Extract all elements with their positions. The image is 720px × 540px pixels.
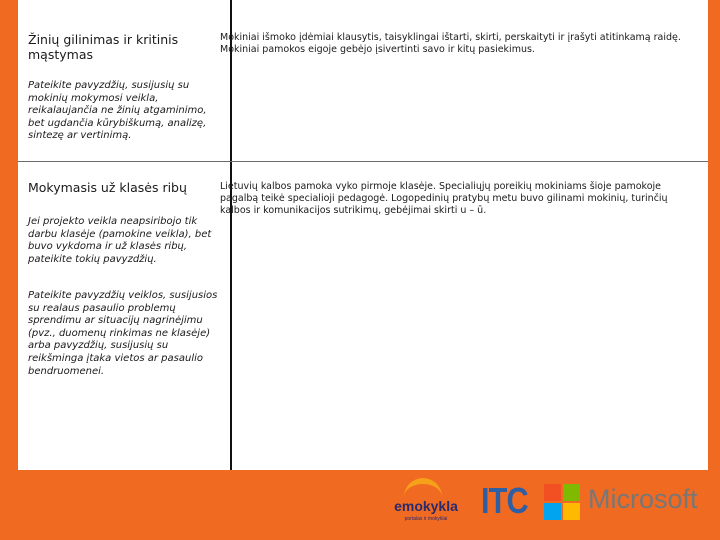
row2-answer: Lietuvių kalbos pamoka vyko pirmoje klasėje. Specialiųjų poreikių mokiniams šioje pamokoje pagalbą teikė specialioji pedagogė. Logopedinių pratybų metu buvo gilinami mokinių, turinčių kalbos ir komunikacijos sutrikimų, gebėjimai skirti u – ū. (220, 181, 668, 216)
ms-square-blue (544, 503, 561, 520)
row1-answer: Mokiniai išmoko įdėmiai klausytis, taisyklingai ištarti, skirti, perskaityti ir įrašyti atitinkamą raidę. Mokiniai pamokos eigoje gebėjo įsivertinti savo ir kitų pasiekimus. (220, 32, 681, 55)
itc-logo: ITC (481, 480, 528, 521)
column-divider (230, 0, 232, 470)
emokykla-logo (386, 478, 466, 528)
row1-heading: Žinių gilinimas ir kritinis mąstymas (28, 32, 179, 62)
emokykla-tagline: portalas ir mokyklai (404, 516, 448, 522)
ms-square-green (563, 484, 580, 501)
emokykla-wordmark: emokykla (394, 498, 458, 514)
row2-prompt-2: Pateikite pavyzdžių veiklos, susijusios su realaus pasaulio problemų sprendimu ar situacijų nagrinėjimu (pvz., duomenų rinkimas ne klasėje) arba pavyzdžių, susijusių su reikšminga įtaka vietos ar pasaulio bendruomenei. (28, 290, 218, 377)
row2-prompt-1: Jei projekto veikla neapsiribojo tik darbu klasėje (pamokine veikla), bet buvo vykdoma ir už klasės ribų, pateikite tokių pavyzdžių. (28, 216, 212, 265)
row-divider (18, 161, 708, 162)
row2-heading: Mokymasis už klasės ribų (28, 180, 187, 195)
ms-square-red (544, 484, 561, 501)
microsoft-windows-icon (544, 484, 580, 520)
row1-prompt: Pateikite pavyzdžių, susijusių su mokinių mokymosi veikla, reikalaujančia ne žinių atgaminimo, bet ugdančia kūrybiškumą, analizę, sintezę ar vertinimą. (28, 80, 207, 142)
emokykla-arc-icon (404, 478, 442, 500)
microsoft-wordmark: Microsoft (588, 484, 698, 514)
content-table (18, 0, 708, 470)
ms-square-yellow (563, 503, 580, 520)
